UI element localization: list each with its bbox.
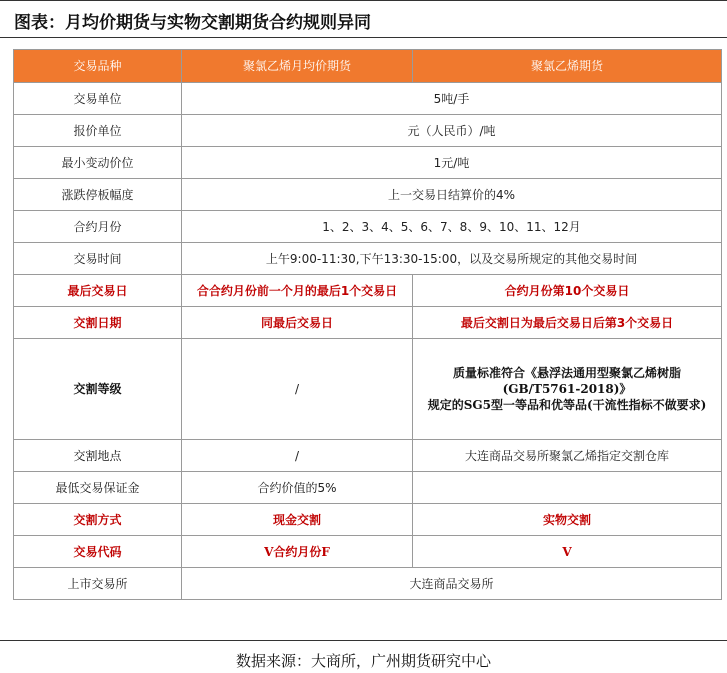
table-row bbox=[14, 115, 722, 147]
source-note: 数据来源：大商所，广州期货研究中心 bbox=[235, 652, 491, 670]
avg-value: 合合约月份前一个月的最后1个交易日 bbox=[182, 275, 413, 307]
row-value: 元（人民币）/吨 bbox=[182, 115, 722, 147]
table-row bbox=[14, 275, 722, 307]
row-label: 交易代码 bbox=[14, 536, 182, 568]
header-pvc-futures: 聚氯乙烯期货 bbox=[413, 50, 722, 83]
phys-value: 实物交割 bbox=[413, 504, 722, 536]
row-value: 1元/吨 bbox=[182, 147, 722, 179]
row-label: 交割地点 bbox=[14, 440, 182, 472]
table-row bbox=[14, 179, 722, 211]
phys-value bbox=[413, 339, 722, 440]
table-row bbox=[14, 568, 722, 600]
header-variety: 交易品种 bbox=[14, 50, 182, 83]
table-row bbox=[14, 440, 722, 472]
grade-line-2: (GB/T5761-2018)》 bbox=[502, 382, 632, 396]
row-label: 最低交易保证金 bbox=[14, 472, 182, 504]
footer-divider bbox=[0, 640, 727, 641]
row-label: 最小变动价位 bbox=[14, 147, 182, 179]
table-row bbox=[14, 211, 722, 243]
table-row bbox=[14, 472, 722, 504]
phys-value: 最后交割日为最后交易日后第3个交易日 bbox=[413, 307, 722, 339]
header-avg-futures: 聚氯乙烯月均价期货 bbox=[182, 50, 413, 83]
row-label: 交易时间 bbox=[14, 243, 182, 275]
row-label: 最后交易日 bbox=[14, 275, 182, 307]
table-row bbox=[14, 339, 722, 440]
row-label: 报价单位 bbox=[14, 115, 182, 147]
row-label: 交割方式 bbox=[14, 504, 182, 536]
row-value: 上一交易日结算价的4% bbox=[182, 179, 722, 211]
table-header-row bbox=[14, 50, 722, 83]
avg-value: / bbox=[182, 339, 413, 440]
table-row bbox=[14, 504, 722, 536]
figure-title: 图表：月均价期货与实物交割期货合约规则异同 bbox=[14, 13, 371, 33]
row-value: 上午9:00-11:30,下午13:30-15:00，以及交易所规定的其他交易时间 bbox=[182, 243, 722, 275]
row-value: 1、2、3、4、5、6、7、8、9、10、11、12月 bbox=[182, 211, 722, 243]
avg-value: 现金交割 bbox=[182, 504, 413, 536]
title-bar bbox=[0, 0, 727, 38]
row-label: 交易单位 bbox=[14, 83, 182, 115]
table-row bbox=[14, 83, 722, 115]
table-row bbox=[14, 307, 722, 339]
row-label: 涨跌停板幅度 bbox=[14, 179, 182, 211]
avg-value: 合约价值的5% bbox=[182, 472, 413, 504]
row-label: 上市交易所 bbox=[14, 568, 182, 600]
table-row bbox=[14, 243, 722, 275]
phys-value bbox=[413, 472, 722, 504]
phys-value: 合约月份第10个交易日 bbox=[413, 275, 722, 307]
row-value: 大连商品交易所 bbox=[182, 568, 722, 600]
contract-rules-table bbox=[13, 49, 722, 600]
row-label: 交割日期 bbox=[14, 307, 182, 339]
grade-line-3: 规定的SG5型一等品和优等品(干流性指标不做要求) bbox=[427, 398, 707, 412]
avg-value: / bbox=[182, 440, 413, 472]
avg-value: V合约月份F bbox=[182, 536, 413, 568]
row-label: 合约月份 bbox=[14, 211, 182, 243]
table-row bbox=[14, 536, 722, 568]
avg-value: 同最后交易日 bbox=[182, 307, 413, 339]
row-label: 交割等级 bbox=[14, 339, 182, 440]
phys-value: V bbox=[413, 536, 722, 568]
row-value: 5吨/手 bbox=[182, 83, 722, 115]
table-row bbox=[14, 147, 722, 179]
phys-value: 大连商品交易所聚氯乙烯指定交割仓库 bbox=[413, 440, 722, 472]
grade-line-1: 质量标准符合《悬浮法通用型聚氯乙烯树脂 bbox=[452, 366, 681, 380]
